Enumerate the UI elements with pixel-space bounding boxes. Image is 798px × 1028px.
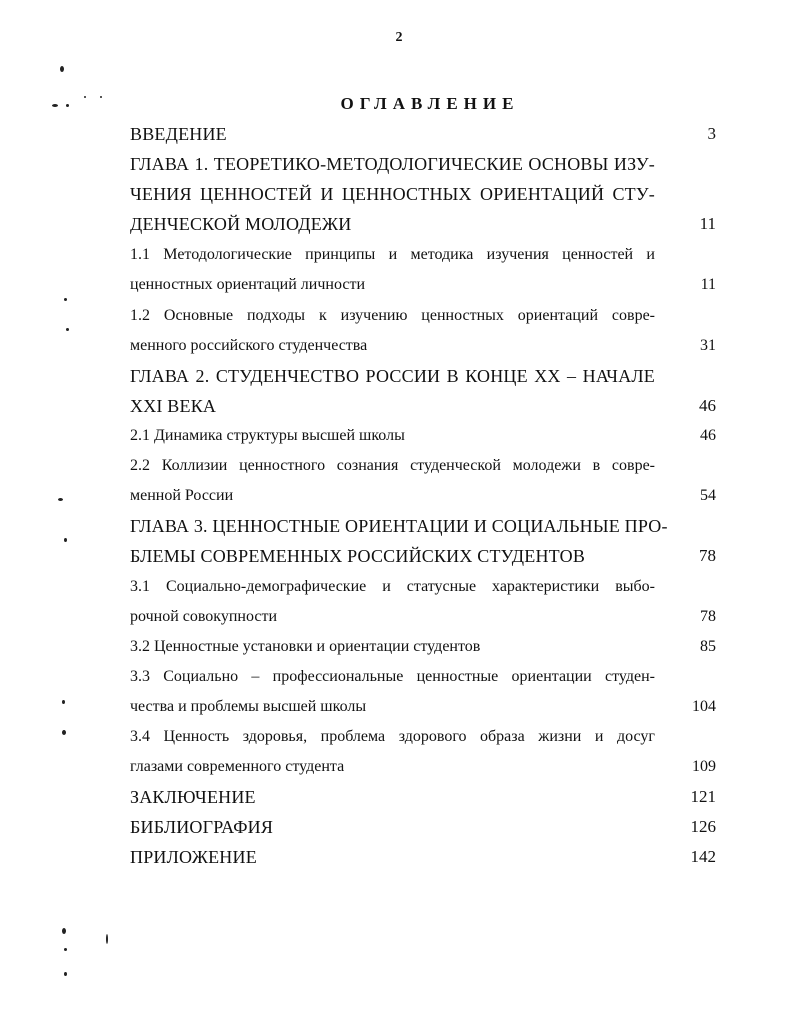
toc-entry-section-2-2: менной России [130, 487, 234, 504]
toc-entry-section-3-4: 3.4 Ценность здоровья, проблема здорового образа жизни и досуг [130, 728, 655, 745]
toc-entry-section-1-2: менного российского студенчества [130, 337, 368, 354]
toc-page-section-3-1: 78 [700, 608, 716, 625]
scan-speck [62, 700, 65, 704]
toc-entry-section-1-2: 1.2 Основные подходы к изучению ценностных ориентаций совре- [130, 307, 655, 324]
scan-speck [62, 928, 66, 934]
toc-entry-section-1-1: ценностных ориентаций личности [130, 276, 366, 293]
scan-speck [52, 104, 58, 107]
toc-page-chapter-2: 46 [699, 396, 716, 415]
scan-speck [66, 104, 69, 107]
toc-page-intro: 3 [707, 124, 716, 143]
toc-entry-chapter-2: ГЛАВА 2. СТУДЕНЧЕСТВО РОССИИ В КОНЦЕ XX – НАЧАЛЕ [130, 366, 655, 386]
scan-speck [64, 538, 67, 542]
toc-entry-intro: ВВЕДЕНИЕ [130, 124, 227, 144]
scan-speck [106, 934, 108, 944]
toc-entry-section-2-1: 2.1 Динамика структуры высшей школы [130, 427, 405, 444]
toc-entry-chapter-1: ДЕНЧЕСКОЙ МОЛОДЕЖИ [130, 214, 352, 234]
toc-entry-section-1-1: 1.1 Методологические принципы и методика изучения ценностей и [130, 246, 655, 263]
toc-entry-chapter-2: XXI ВЕКА [130, 396, 217, 416]
scan-speck [66, 328, 69, 331]
scan-speck [84, 96, 86, 98]
toc-entry-section-3-2: 3.2 Ценностные установки и ориентации студентов [130, 638, 481, 655]
toc-page-section-2-1: 46 [700, 427, 716, 444]
toc-entry-section-3-1: 3.1 Социально-демографические и статусные характеристики выбо- [130, 578, 655, 595]
scan-speck [62, 730, 66, 735]
toc-entry-conclusion: ЗАКЛЮЧЕНИЕ [130, 787, 256, 807]
toc-page-section-2-2: 54 [700, 487, 716, 504]
toc-entry-section-3-1: рочной совокупности [130, 608, 278, 625]
toc-entry-chapter-3: ГЛАВА 3. ЦЕННОСТНЫЕ ОРИЕНТАЦИИ И СОЦИАЛЬНЫЕ ПРО- [130, 516, 668, 536]
scan-speck [64, 972, 67, 976]
toc-page-chapter-1: 11 [699, 214, 716, 233]
scan-speck [60, 66, 64, 72]
scan-speck [58, 498, 63, 501]
toc-page-section-3-3: 104 [692, 698, 716, 715]
toc-entry-chapter-1: ГЛАВА 1. ТЕОРЕТИКО-МЕТОДОЛОГИЧЕСКИЕ ОСНОВЫ ИЗУ- [130, 154, 655, 174]
toc-entry-chapter-3: БЛЕМЫ СОВРЕМЕННЫХ РОССИЙСКИХ СТУДЕНТОВ [130, 546, 586, 566]
toc-entry-appendix: ПРИЛОЖЕНИЕ [130, 847, 257, 867]
toc-page-bibliography: 126 [690, 817, 716, 836]
toc-page-section-3-4: 109 [692, 758, 716, 775]
page-number: 2 [395, 30, 403, 45]
scan-speck [64, 948, 67, 951]
toc-page-appendix: 142 [690, 847, 716, 866]
toc-entry-section-3-3: 3.3 Социально – профессиональные ценностные ориентации студен- [130, 668, 655, 685]
toc-page-conclusion: 121 [690, 787, 716, 806]
toc-entry-bibliography: БИБЛИОГРАФИЯ [130, 817, 274, 837]
toc-page-chapter-3: 78 [699, 546, 716, 565]
toc-entry-section-3-4: глазами современного студента [130, 758, 345, 775]
toc-entry-chapter-1: ЧЕНИЯ ЦЕННОСТЕЙ И ЦЕННОСТНЫХ ОРИЕНТАЦИЙ СТУ- [130, 184, 655, 204]
toc-entry-section-2-2: 2.2 Коллизии ценностного сознания студенческой молодежи в совре- [130, 457, 655, 474]
toc-page-section-3-2: 85 [700, 638, 716, 655]
scan-speck [100, 96, 102, 98]
toc-page-section-1-1: 11 [700, 276, 716, 293]
page-title: ОГЛАВЛЕНИЕ [340, 94, 520, 113]
toc-entry-section-3-3: чества и проблемы высшей школы [130, 698, 367, 715]
scan-speck [64, 298, 67, 301]
toc-page-section-1-2: 31 [700, 337, 716, 354]
